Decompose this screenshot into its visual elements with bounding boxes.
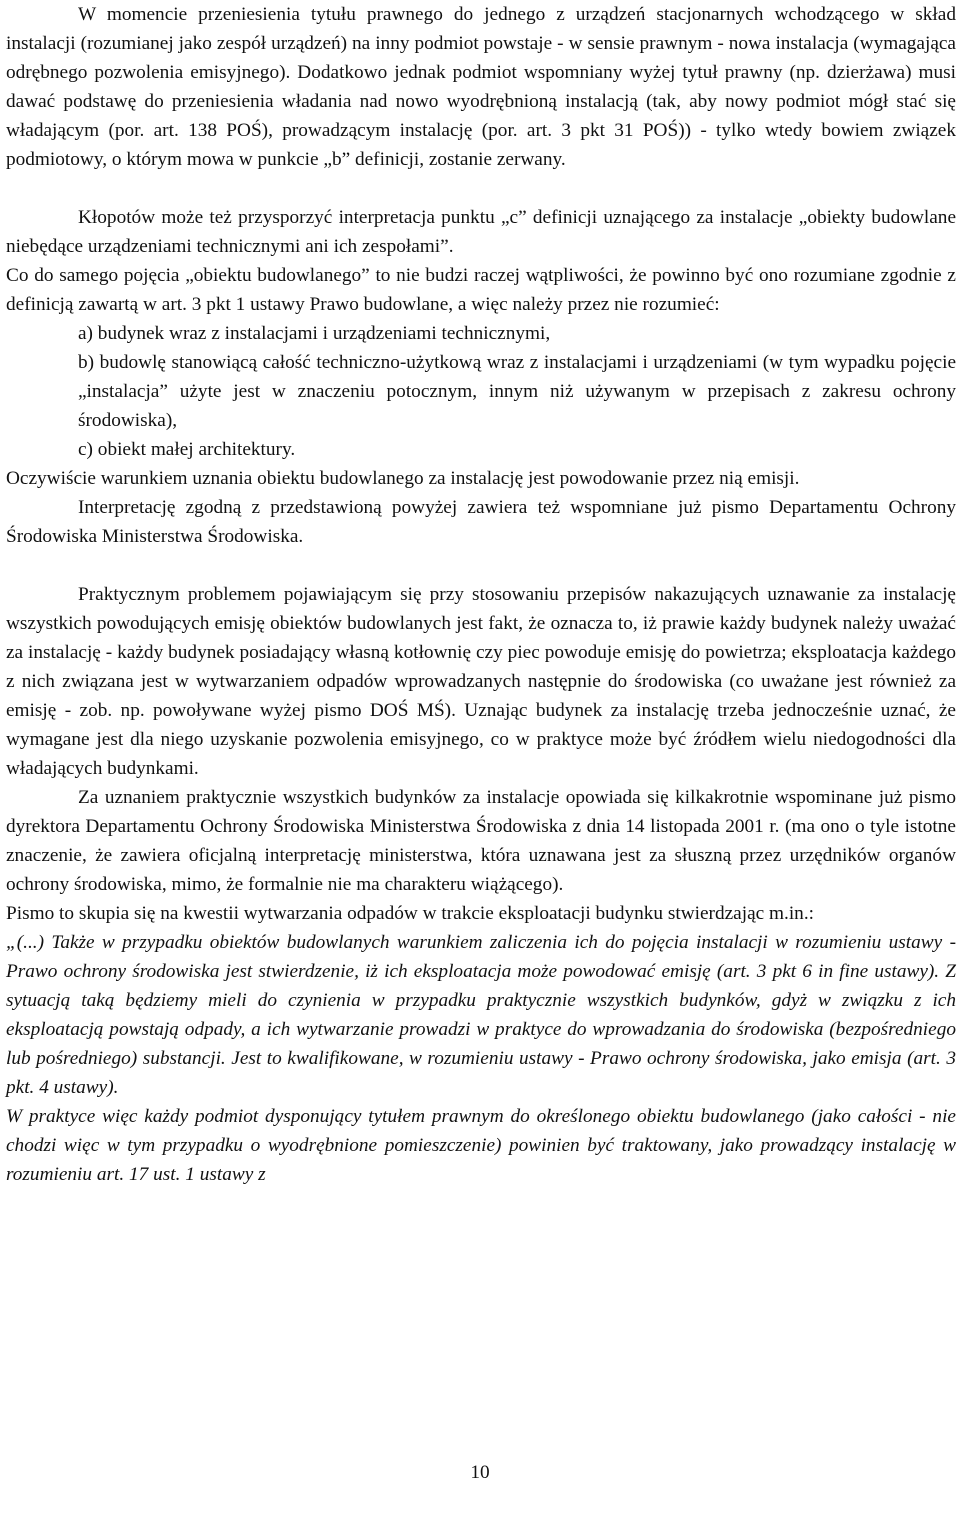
- paragraph-waste-focus: Pismo to skupia się na kwestii wytwarzania odpadów w trakcie eksploatacji budynku stwierdzając m.in.:: [6, 903, 815, 924]
- paragraph-building-object: Co do samego pojęcia „obiektu budowlanego” to nie budzi raczej wątpliwości, że powinno być ono rozumiane zgodnie z definicją zawartą w art. 3 pkt 1 ustawy Prawo budowlane, a więc należy przez nie rozumieć:: [6, 265, 956, 315]
- paragraph-gap: [6, 551, 956, 580]
- paragraph-practical-problem: Praktycznym problemem pojawiającym się przy stosowaniu przepisów nakazujących uznawanie za instalację wszystkich powodujących emisję obiektów budowlanych jest fakt, że oznacza to, iż prawie każdy budynek należy uważać za instalację - każdy budynek posiadający własną kotłownię czy piec powoduje emisję do powietrza; eksploatacja każdego z nich związana jest w wytwarzaniem odpadów wprowadzanych następnie do środowiska (co uważane jest również za emisję - zob. np. powoływane wyżej pismo DOŚ MŚ). Uznając budynek za instalację trzeba jednocześnie uznać, że wymagane jest dla niego uzyskanie pozwolenia emisyjnego, co w praktyce może być źródłem wielu niedogodności dla władających budynkami.: [6, 584, 956, 779]
- paragraph-new-installation: W momencie przeniesienia tytułu prawnego do jednego z urządzeń stacjonarnych wchodzącego w skład instalacji (rozumianej jako zespół urządzeń) na inny podmiot powstaje - w sensie prawnym - nowa instalacja (wymagająca odrębnego pozwolenia emisyjnego). Dodatkowo jednak podmiot wspomniany wyżej tytuł prawny (np. dzierżawa) musi dawać podstawę do przeniesienia władania nad nowo wyodrębnioną instalacją (tak, aby nowy podmiot mógł stać się władającym (por. art. 138 POŚ), prowadzącym instalację (por. art. 3 pkt 31 POŚ)) - tylko wtedy bowiem związek podmiotowy, o którym mowa w punkcie „b” definicji, zostanie zerwany.: [6, 4, 956, 170]
- paragraph-interpretation: Interpretację zgodną z przedstawioną powyżej zawiera też wspomniane już pismo Departamentu Ochrony Środowiska Ministerstwa Środowiska.: [6, 497, 956, 547]
- document-page: [6, 0, 956, 1189]
- list-item-b: b) budowlę stanowiącą całość techniczno-użytkową wraz z instalacjami i urządzeniami (w tym wypadku pojęcie „instalacja” użyte jest w znaczeniu potocznym, innym niż używanym w przepisach z zakresu ochrony środowiska),: [78, 352, 956, 431]
- quote-paragraph-2: W praktyce więc każdy podmiot dysponujący tytułem prawnym do określonego obiektu budowlanego (jako całości - nie chodzi więc w tym przypadku o wyodrębnione pomieszczenie) powinien być traktowany, jako prowadzący instalację w rozumieniu art. 17 ust. 1 ustawy z: [6, 1106, 956, 1185]
- paragraph-definition-c: Kłopotów może też przysporzyć interpretacja punktu „c” definicji uznającego za instalacje „obiekty budowlane niebędące urządzeniami technicznymi ani ich zespołami”.: [6, 207, 956, 257]
- quote-paragraph-1: „(...) Także w przypadku obiektów budowlanych warunkiem zaliczenia ich do pojęcia instalacji w rozumieniu ustawy - Prawo ochrony środowiska jest stwierdzenie, iż ich eksploatacja może powodować emisję (art. 3 pkt 6 in fine ustawy). Z sytuacją taką będziemy mieli do czynienia w przypadku praktycznie wszystkich budynków, gdyż w związku z ich eksploatacją powstają odpady, a ich wytwarzanie prowadzi w praktyce do wprowadzania do środowiska (bezpośredniego lub pośredniego) substancji. Jest to kwalifikowane, w rozumieniu ustawy - Prawo ochrony środowiska, jako emisja (art. 3 pkt. 4 ustawy).: [6, 932, 956, 1098]
- paragraph-emission-condition: Oczywiście warunkiem uznania obiektu budowlanego za instalację jest powodowanie przez nią emisji.: [6, 468, 800, 489]
- list-item-c: c) obiekt małej architektury.: [78, 439, 296, 460]
- page-number: 10: [470, 1462, 490, 1483]
- list-item-a: a) budynek wraz z instalacjami i urządzeniami technicznymi,: [78, 323, 551, 344]
- paragraph-gap: [6, 174, 956, 203]
- paragraph-ministry-letter: Za uznaniem praktycznie wszystkich budynków za instalacje opowiada się kilkakrotnie wspominane już pismo dyrektora Departamentu Ochrony Środowiska Ministerstwa Środowiska z dnia 14 listopada 2001 r. (ma ono o tyle istotne znaczenie, że zawiera oficjalną interpretację ministerstwa, która uznawana jest za słuszną przez urzędników organów ochrony środowiska, mimo, że formalnie nie ma charakteru wiążącego).: [6, 787, 956, 895]
